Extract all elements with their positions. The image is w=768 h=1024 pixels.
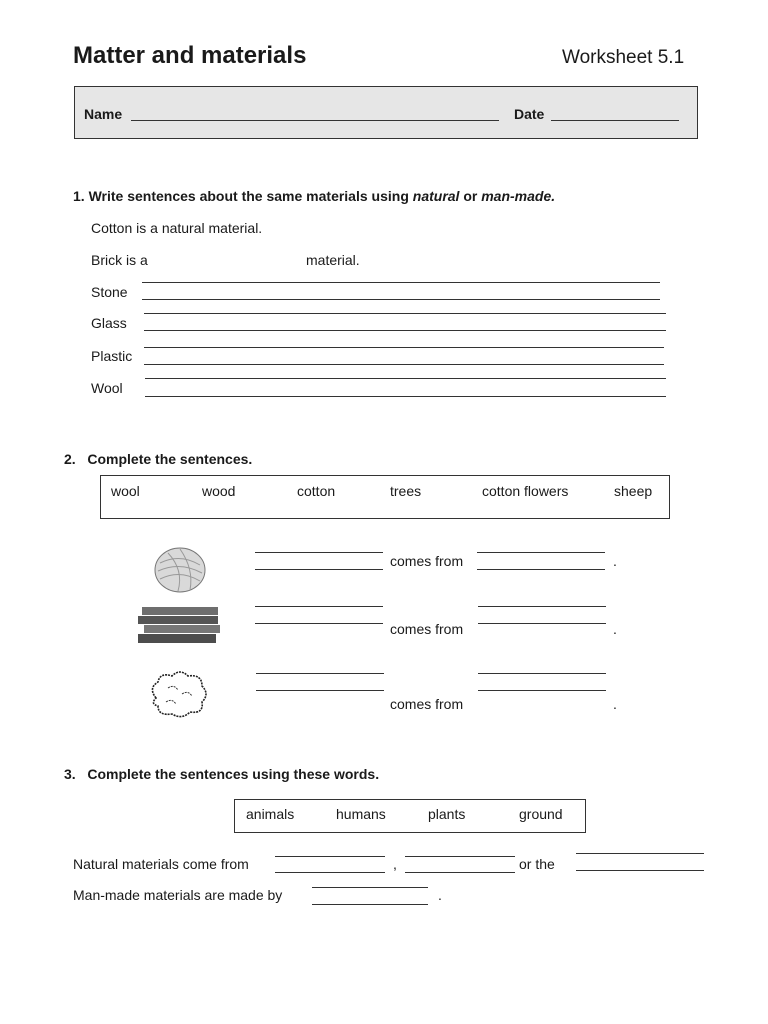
q3-number: 3. — [64, 766, 76, 782]
q3-sentence-2: Man-made materials are made by — [73, 887, 283, 903]
answer-line[interactable] — [477, 569, 605, 570]
answer-line[interactable] — [405, 872, 515, 873]
yarn-ball-image — [150, 545, 210, 595]
page-title: Matter and materials — [73, 42, 307, 69]
answer-line[interactable] — [576, 870, 704, 871]
q1-prompt-text: Write sentences about the same materials using — [88, 188, 413, 204]
date-label: Date — [514, 106, 545, 122]
q3-prompt-text: Complete the sentences using these words. — [87, 766, 380, 782]
comes-from-text: comes from — [390, 696, 464, 712]
cotton-image — [146, 668, 212, 720]
answer-line[interactable] — [142, 299, 660, 300]
word-bank-item: wool — [111, 483, 140, 499]
q2-prompt — [64, 451, 252, 467]
answer-line[interactable] — [576, 853, 704, 854]
word-bank-item: cotton — [297, 483, 336, 499]
q1-example-brick-b: material. — [306, 252, 360, 268]
answer-line[interactable] — [405, 856, 515, 857]
q3-sentence-1: Natural materials come from — [73, 856, 249, 872]
q3-prompt — [64, 766, 379, 782]
word-bank-item: plants — [428, 806, 466, 822]
answer-line[interactable] — [275, 872, 385, 873]
date-field[interactable] — [551, 120, 679, 121]
word-bank-item: sheep — [614, 483, 653, 499]
answer-line[interactable] — [142, 282, 660, 283]
answer-line[interactable] — [144, 313, 666, 314]
q1-number: 1. — [73, 188, 85, 204]
word-bank-item: trees — [390, 483, 422, 499]
answer-line[interactable] — [255, 552, 383, 553]
answer-line[interactable] — [477, 552, 605, 553]
worksheet-number: Worksheet 5.1 — [562, 47, 685, 68]
q2-number: 2. — [64, 451, 76, 467]
answer-line[interactable] — [478, 606, 606, 607]
comes-from-text: comes from — [390, 553, 464, 569]
answer-line[interactable] — [255, 623, 383, 624]
period: . — [613, 553, 617, 569]
or-the-text: or the — [519, 856, 555, 872]
answer-line[interactable] — [256, 690, 384, 691]
comma: , — [393, 856, 397, 872]
q2-prompt-text: Complete the sentences. — [87, 451, 253, 467]
answer-line[interactable] — [478, 673, 606, 674]
q1-natural: natural — [412, 188, 460, 204]
comes-from-text: comes from — [390, 621, 464, 637]
period: . — [613, 621, 617, 637]
answer-line[interactable] — [144, 330, 666, 331]
word-bank-item: cotton flowers — [482, 483, 569, 499]
answer-line[interactable] — [145, 378, 666, 379]
answer-line[interactable] — [312, 904, 428, 905]
name-date-box — [74, 86, 698, 139]
wood-planks-image — [136, 605, 224, 647]
word-bank-item: ground — [519, 806, 563, 822]
q1-example-brick-a: Brick is a — [91, 252, 148, 268]
name-label: Name — [84, 106, 123, 122]
answer-line[interactable] — [478, 623, 606, 624]
q1-material-wool: Wool — [91, 380, 123, 396]
period: . — [438, 887, 442, 903]
q1-prompt — [73, 188, 555, 204]
answer-line[interactable] — [255, 569, 383, 570]
q1-material-glass: Glass — [91, 315, 127, 331]
answer-line[interactable] — [256, 673, 384, 674]
answer-line[interactable] — [145, 396, 666, 397]
word-bank-item: animals — [246, 806, 295, 822]
period: . — [613, 696, 617, 712]
q1-material-stone: Stone — [91, 284, 128, 300]
answer-line[interactable] — [255, 606, 383, 607]
answer-line[interactable] — [478, 690, 606, 691]
answer-line[interactable] — [275, 856, 385, 857]
q1-material-plastic: Plastic — [91, 348, 133, 364]
answer-line[interactable] — [144, 347, 664, 348]
q1-example-cotton: Cotton is a natural material. — [91, 220, 263, 236]
q1-manmade: man-made. — [481, 188, 556, 204]
name-field[interactable] — [131, 120, 499, 121]
answer-line[interactable] — [144, 364, 664, 365]
answer-line[interactable] — [312, 887, 428, 888]
q1-or: or — [459, 188, 482, 204]
q2-word-box — [100, 475, 670, 519]
word-bank-item: humans — [336, 806, 386, 822]
word-bank-item: wood — [202, 483, 236, 499]
